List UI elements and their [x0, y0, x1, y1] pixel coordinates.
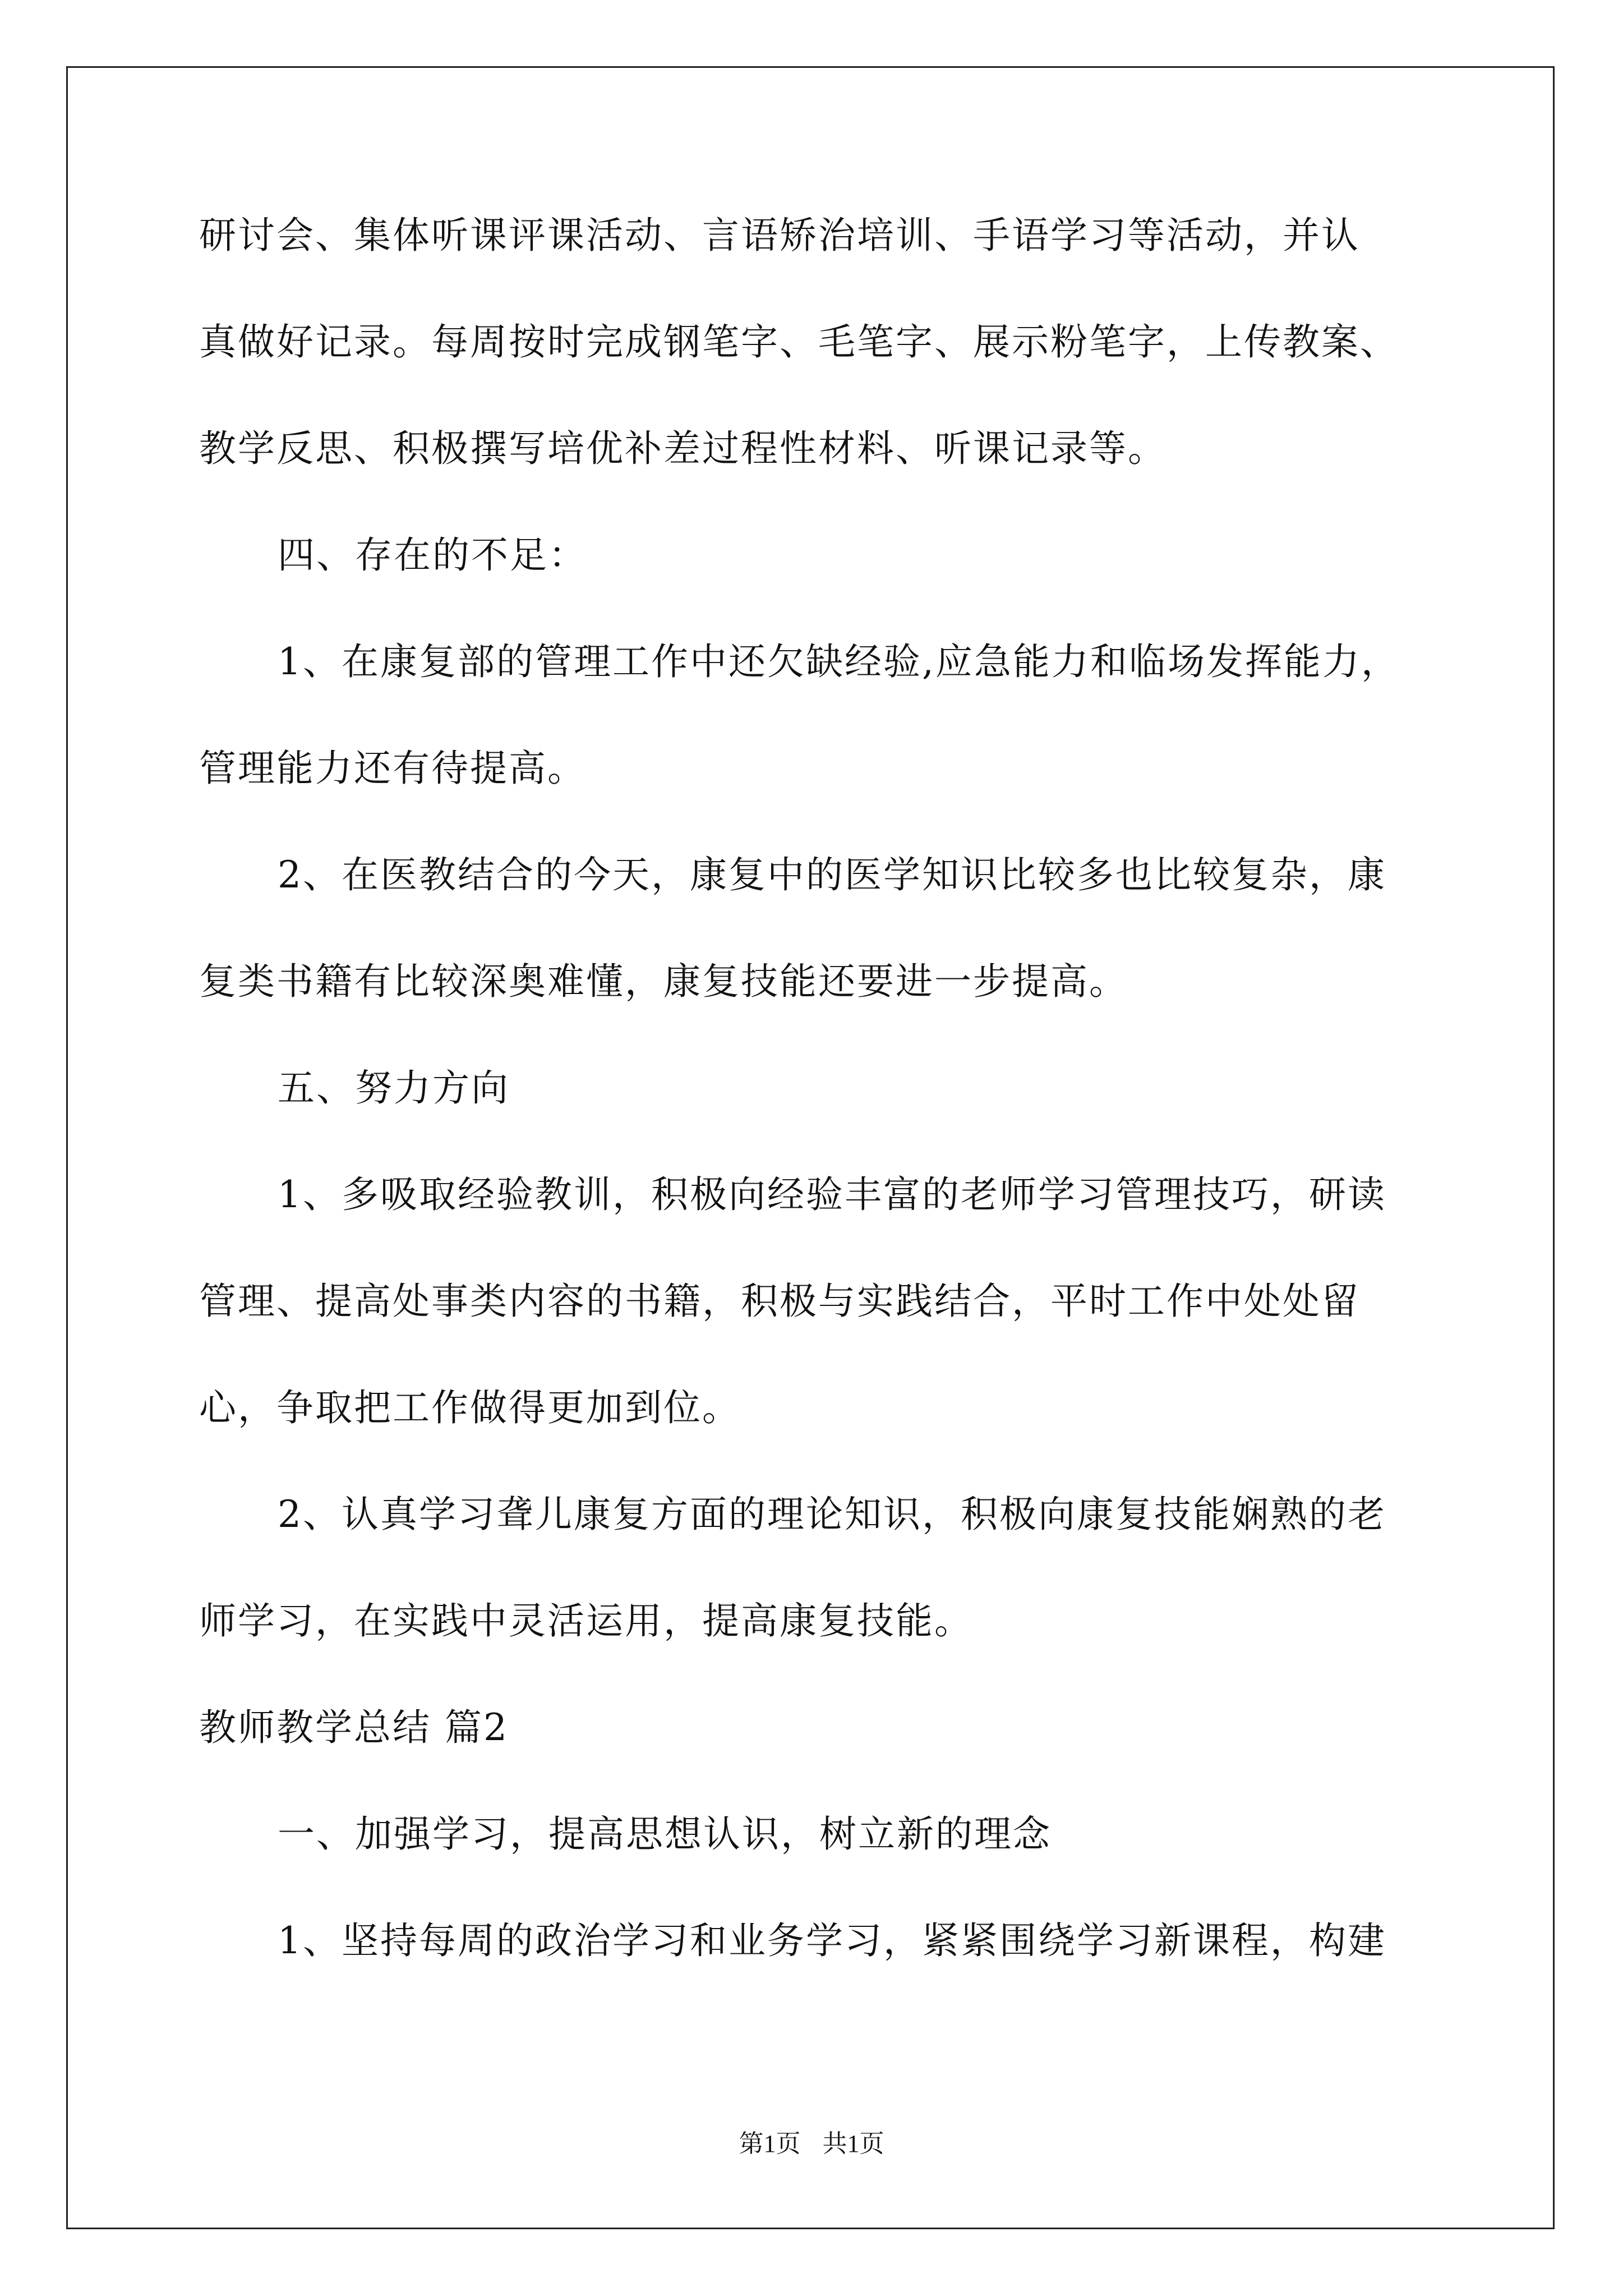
page-number: 第1页 [739, 2130, 801, 2157]
text-line: 师学习，在实践中灵活运用，提高康复技能。 [199, 1599, 973, 1642]
text-line: 心，争取把工作做得更加到位。 [199, 1386, 741, 1429]
text-line: 复类书籍有比较深奥难懂，康复技能还要进一步提高。 [199, 960, 1128, 1003]
document-body [199, 202, 1450, 2014]
section-heading: 四、存在的不足： [278, 533, 587, 577]
text-line: 真做好记录。每周按时完成钢笔字、毛笔字、展示粉笔字，上传教案、 [199, 320, 1399, 364]
text-line: 管理、提高处事类内容的书籍，积极与实践结合，平时工作中处处留 [199, 1280, 1360, 1323]
text-line: 1、多吸取经验教训，积极向经验丰富的老师学习管理技巧，研读 [278, 1173, 1386, 1216]
text-line: 2、在医教结合的今天，康复中的医学知识比较多也比较复杂，康 [278, 853, 1386, 896]
text-line: 管理能力还有待提高。 [199, 747, 586, 790]
text-line: 教学反思、积极撰写培优补差过程性材料、听课记录等。 [199, 427, 1166, 470]
article-title: 教师教学总结 篇2 [199, 1706, 509, 1749]
section-heading: 一、加强学习，提高思想认识，树立新的理念 [278, 1812, 1052, 1856]
page-footer [0, 2127, 1623, 2161]
section-heading: 五、努力方向 [278, 1066, 510, 1110]
text-line: 1、在康复部的管理工作中还欠缺经验,应急能力和临场发挥能力， [278, 640, 1400, 683]
text-line: 2、认真学习聋儿康复方面的理论知识，积极向康复技能娴熟的老 [278, 1493, 1386, 1536]
text-line: 研讨会、集体听课评课活动、言语矫治培训、手语学习等活动，并认 [199, 214, 1360, 257]
page-total: 共1页 [822, 2130, 884, 2157]
text-line: 1、坚持每周的政治学习和业务学习，紧紧围绕学习新课程，构建 [278, 1919, 1386, 1962]
